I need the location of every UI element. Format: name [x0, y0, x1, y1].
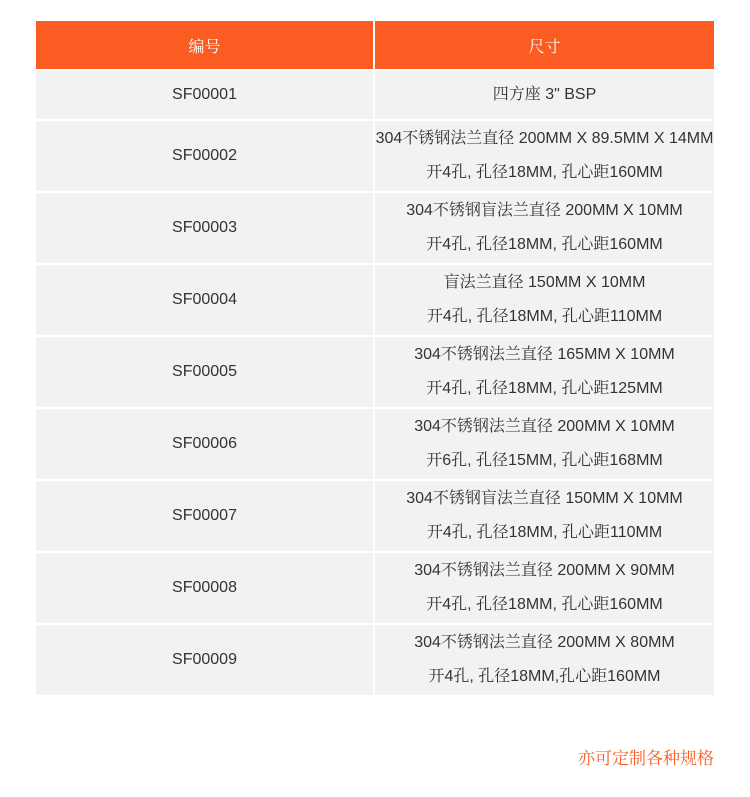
size-line: 开4孔, 孔径18MM,孔心距160MM — [428, 668, 661, 685]
cell-size — [374, 336, 714, 408]
size-line: 304不锈钢法兰直径 165MM X 10MM — [414, 346, 675, 363]
cell-code: SF00007 — [36, 480, 374, 552]
size-line: 开4孔, 孔径18MM, 孔心距125MM — [426, 380, 663, 397]
size-line: 开4孔, 孔径18MM, 孔心距160MM — [426, 164, 663, 181]
table-row — [36, 480, 714, 552]
cell-code: SF00009 — [36, 624, 374, 695]
size-line: 304不锈钢法兰直径 200MM X 90MM — [414, 562, 675, 579]
size-line: 开4孔, 孔径18MM, 孔心距110MM — [426, 524, 663, 541]
size-line: 四方座 3" BSP — [492, 86, 597, 103]
size-line: 304不锈钢盲法兰直径 200MM X 10MM — [406, 202, 683, 219]
cell-size — [374, 624, 714, 695]
cell-code: SF00006 — [36, 408, 374, 480]
table-row — [36, 120, 714, 192]
size-line: 304不锈钢法兰直径 200MM X 89.5MM X 14MM — [375, 130, 714, 147]
table-row — [36, 624, 714, 695]
cell-size — [374, 408, 714, 480]
cell-code: SF00004 — [36, 264, 374, 336]
size-line: 开4孔, 孔径18MM, 孔心距110MM — [426, 308, 663, 325]
cell-code: SF00008 — [36, 552, 374, 624]
table-row — [36, 408, 714, 480]
table-row — [36, 70, 714, 120]
size-line: 304不锈钢法兰直径 200MM X 80MM — [414, 634, 675, 651]
table-row — [36, 192, 714, 264]
cell-size — [374, 264, 714, 336]
spec-table — [36, 21, 714, 695]
size-line: 盲法兰直径 150MM X 10MM — [443, 274, 646, 291]
cell-size — [374, 70, 714, 120]
cell-size — [374, 120, 714, 192]
header-size: 尺寸 — [374, 21, 714, 70]
header-code: 编号 — [36, 21, 374, 70]
cell-code: SF00002 — [36, 120, 374, 192]
size-line: 开4孔, 孔径18MM, 孔心距160MM — [426, 596, 663, 613]
size-line: 开6孔, 孔径15MM, 孔心距168MM — [426, 452, 663, 469]
cell-size — [374, 480, 714, 552]
custom-spec-note: 亦可定制各种规格 — [578, 749, 714, 768]
cell-code: SF00001 — [36, 70, 374, 120]
table-row — [36, 552, 714, 624]
size-line: 开4孔, 孔径18MM, 孔心距160MM — [426, 236, 663, 253]
size-line: 304不锈钢盲法兰直径 150MM X 10MM — [406, 490, 683, 507]
cell-code: SF00005 — [36, 336, 374, 408]
table-header-row — [36, 21, 714, 70]
cell-size — [374, 192, 714, 264]
cell-code: SF00003 — [36, 192, 374, 264]
size-line: 304不锈钢法兰直径 200MM X 10MM — [414, 418, 675, 435]
table-row — [36, 264, 714, 336]
table-row — [36, 336, 714, 408]
cell-size — [374, 552, 714, 624]
